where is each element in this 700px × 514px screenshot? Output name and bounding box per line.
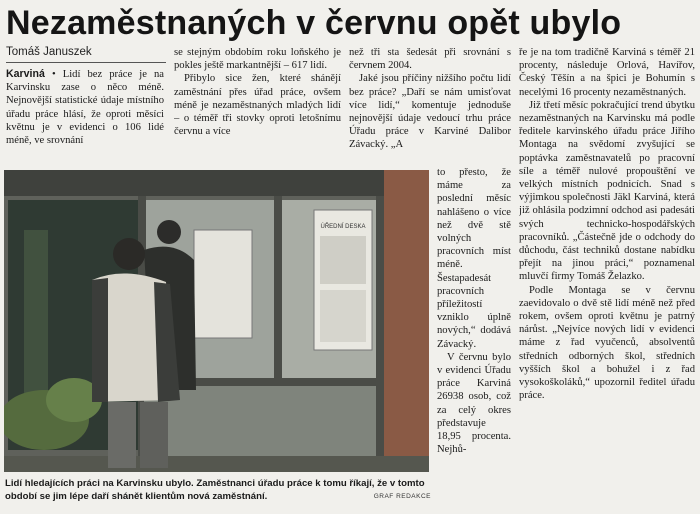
article-column-3-narrow [437, 166, 511, 506]
paragraph: Podle Montaga se v červnu zaevidovalo o dvě stě lidí méně než před rokem, ovšem oproti květnu je patrný nárůst. „Nejvíce nových lidí v evidenci máme z řad vyučenců, absolventů středních odborných škol, středních vyšších škol a bohužel i z řad vysokoškoláků,“ upozornil ředitel úřadu práce. [519, 284, 695, 402]
article-column-4 [519, 46, 695, 508]
headline: Nezaměstnaných v červnu opět ubylo [6, 4, 622, 42]
notice-paper-left [194, 230, 252, 338]
man-trousers-left [108, 402, 136, 468]
window-frame [376, 196, 384, 456]
paragraph: se stejným obdobím roku loňského je pokles ještě markantnější – 617 lidí. [174, 47, 341, 72]
photo-scene [4, 170, 429, 472]
paragraph: Již třetí měsíc pokračující trend úbytku nezaměstnaných na Karvinsku má podle ředitele karvinského úřadu práce Jiřího Montaga na svědomí zvyšující se poptávka zaměstnavatelů po pracovní síle a téměř nulové propouštění ve velkých místních podnicích. Snad s výjimkou společnosti Jäkl Karviná, která již ohlásila podzimní odchod asi padesáti svých technicko-hospodářských pracovníků. „Částečně jde o odchody do důchodu, část techniků dostane nabídku přejít na jinou práci,“ poznamenal mluvčí firmy Tomáš Želazko. [519, 99, 695, 283]
paragraph: ře je na tom tradičně Karviná s téměř 21 procenty, následuje Orlová, Havířov, Český Těšín a na špici je Bohumín s necelými 16 procenty nezaměstnaných. [519, 47, 695, 98]
article-column-2 [174, 46, 341, 166]
second-person-head [157, 220, 181, 244]
byline: Tomáš Januszek [6, 46, 92, 58]
brick-wall [384, 170, 429, 472]
notice-board-sheet [320, 236, 366, 284]
notice-board-title: ÚŘEDNÍ DESKA [320, 224, 366, 230]
man-trousers-right [140, 402, 168, 468]
article-column-1 [6, 68, 164, 166]
man-jacket-sleeve [92, 278, 108, 402]
lead-text: • Lidí bez práce je na Karvinsku zase o něco méně. Nejnovější statistické údaje místního úřadu práce hlásí, že oproti měsíci květnu je v evidenci o 106 lidé méně, ve srovnání [6, 69, 164, 147]
paragraph: než tři sta šedesát při srovnání s červnem 2004. [349, 47, 511, 72]
paragraph: to přesto, že máme za poslední měsíc nahlášeno o více než dvě stě volných pracovních míst méně. Šestapadesát pracovních příležitostí vzniklo úplně nových,“ dodává Závacký. [437, 167, 511, 350]
caption-text: Lidí hledajících práci na Karvinsku ubylo. Zaměstnanci úřadu práce k tomu říkají, že v tomto období se jim lépe daří shánět klientům nová zaměstnání. [5, 478, 425, 502]
photo-credit: GRAF REDAKCE [373, 492, 431, 500]
photo-caption [5, 478, 431, 503]
paragraph: Jaké jsou příčiny nižšího počtu lidí bez práce? „Daří se nám umisťovat více lidí,“ komentuje jednoduše nejnovější údaje vedoucí trhu práce Úřadu práce v Karviné Dalibor Závacký. „A [349, 73, 511, 151]
man-head [113, 238, 145, 270]
article-column-3 [349, 46, 511, 166]
news-photo [4, 170, 429, 472]
byline-rule [6, 62, 166, 63]
lead-paragraph [6, 68, 164, 147]
pavement [4, 456, 429, 472]
paragraph: Přibylo sice žen, které shánějí zaměstnání přes úřad práce, ovšem méně je nezaměstnaných mladých lidí – o téměř tři stovky oproti letošnímu červnu a více [174, 73, 341, 138]
window-lintel [4, 170, 384, 196]
lead-place: Karviná [6, 68, 45, 80]
notice-board-sheet [320, 290, 366, 342]
paragraph: V červnu bylo v evidenci Úřadu práce Karviná 26938 osob, což za celý okres představuje 18,95 procenta. Nejhů- [437, 351, 511, 456]
